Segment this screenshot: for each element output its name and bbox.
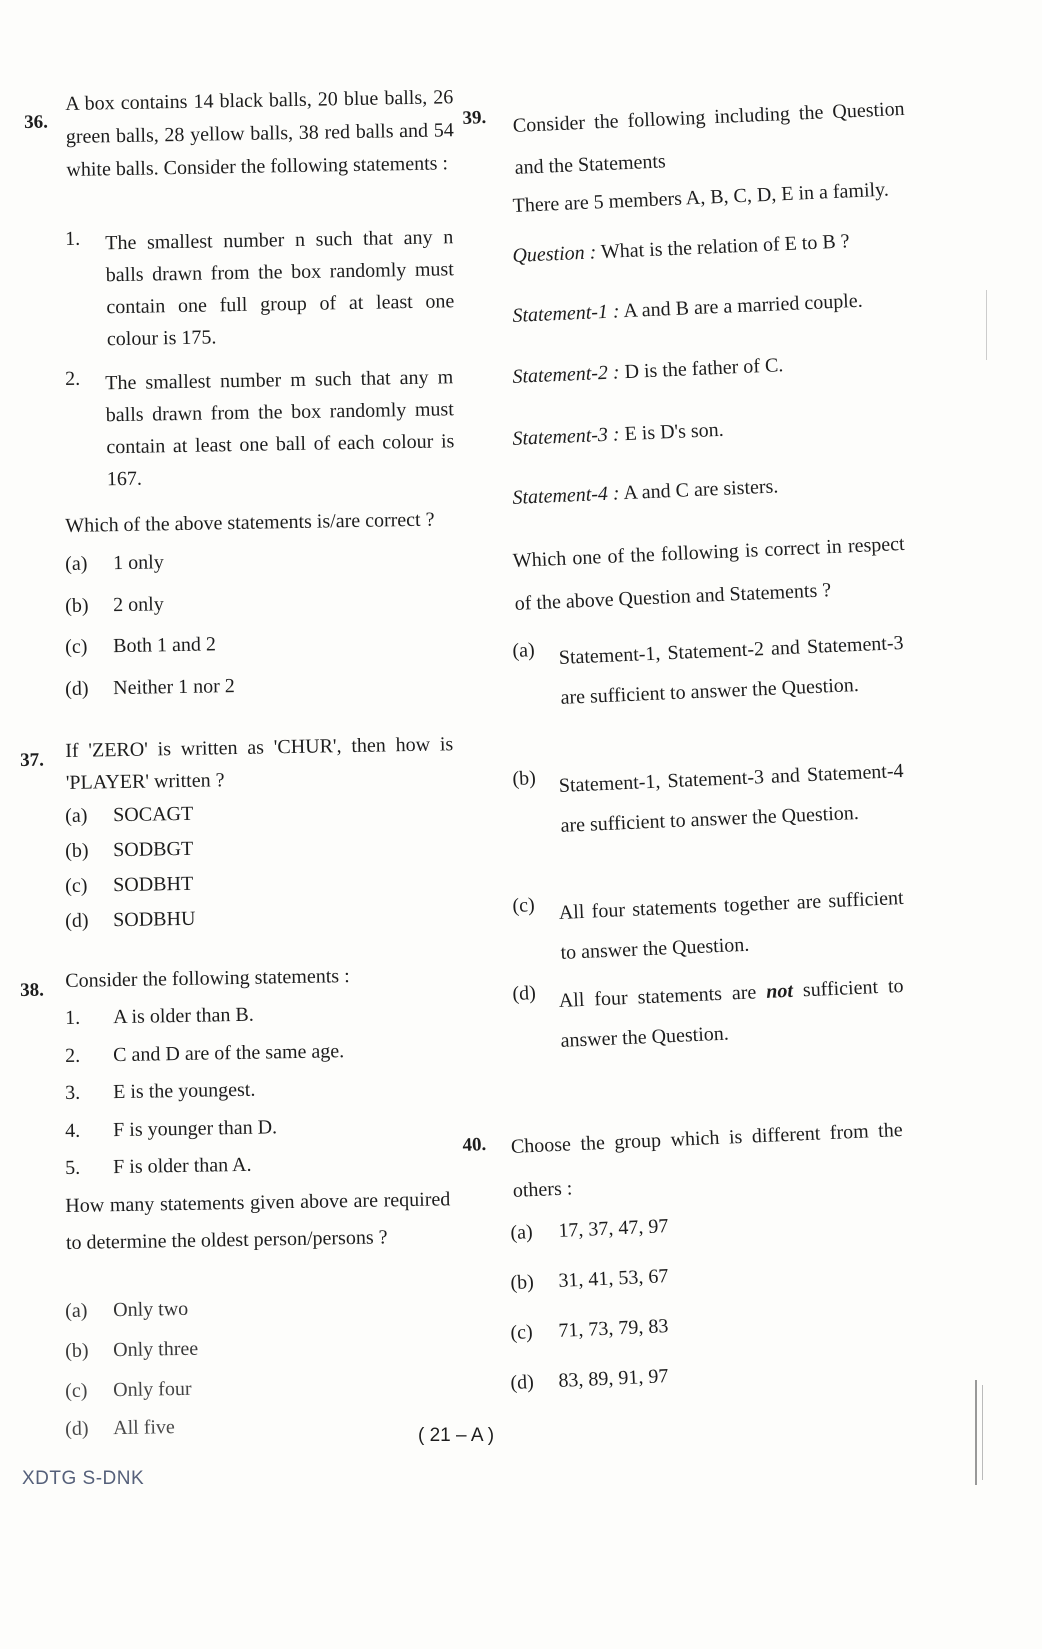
statement-number: 5. [65,1156,81,1179]
option-text-start: All four statements are [558,981,757,1012]
statement-text: E is the youngest. [112,1078,256,1104]
question-37-number: 37. [20,749,45,771]
statement-number: 1. [65,227,81,250]
question-38-option-d[interactable] [65,1416,175,1441]
option-text: Only three [112,1337,199,1362]
option-label: (c) [65,635,88,658]
statement-label: Statement-4 : [512,482,621,509]
option-label: (b) [65,594,89,617]
option-label: (c) [512,894,536,917]
option-text: All four statements together are sufficient to answer the Question. [558,886,904,964]
question-36-number: 36. [24,111,49,133]
question-39-question [512,230,850,268]
option-label: (a) [510,1221,534,1244]
scan-edge-line [986,290,987,360]
question-38-prompt: How many statements given above are required to determine the oldest person/persons ? [65,1188,451,1254]
option-label: (b) [65,1339,89,1362]
question-39-prompt: Which one of the following is correct in respect of the above Question and Statements ? [512,532,906,615]
question-38-statement-5 [65,1154,252,1180]
option-text: Statement-1, Statement-2 and Statement-3 are sufficient to answer the Question. [558,631,904,709]
question-37-option-b[interactable] [65,838,193,863]
question-40-option-c[interactable] [510,1315,669,1345]
option-text: 83, 89, 91, 97 [557,1365,669,1392]
option-label: (c) [65,874,88,897]
question-40-number: 40. [462,1133,487,1156]
option-label: (d) [512,981,537,1005]
question-37-option-a[interactable] [65,803,193,828]
scan-edge-line [982,1385,983,1480]
question-39-statement-4 [512,475,779,510]
question-39-text: Consider the following including the Question and the Statements [512,97,906,179]
statement-text: F is younger than D. [112,1116,278,1142]
statement-label: Statement-2 : [512,361,621,388]
option-text: 1 only [112,551,164,575]
statement-number: 2. [65,1044,81,1067]
question-38-option-a[interactable] [65,1298,188,1323]
option-label: (a) [65,804,88,827]
question-36-option-a[interactable] [65,551,164,576]
question-39-context: There are 5 members A, B, C, D, E in a family. [512,178,890,217]
statement-text: E is D's son. [624,418,725,446]
option-label: (d) [510,1370,535,1394]
statement-number: 1. [65,1006,81,1029]
question-40-text: Choose the group which is different from the others : [510,1118,904,1202]
question-36-prompt: Which of the above statements is/are correct ? [65,508,435,537]
statement-text: The smallest number m such that any m balls drawn from the box randomly must contain at least one ball of each colour is 167. [105,366,455,491]
question-40-option-d[interactable] [510,1365,669,1395]
option-label: (b) [65,839,89,862]
question-39-statement-2 [512,354,784,389]
statement-text: F is older than A. [112,1153,252,1179]
question-37-option-d[interactable] [65,908,196,933]
option-text: Statement-1, Statement-3 and Statement-4 are sufficient to answer the Question. [558,759,904,837]
option-label: (d) [65,1417,89,1440]
question-39-statement-1 [512,290,863,328]
question-36-option-c[interactable] [65,633,216,659]
statement-label: Statement-3 : [512,423,621,450]
option-text [558,966,906,1061]
statement-text: A and B are a married couple. [622,289,864,323]
option-text: 71, 73, 79, 83 [557,1315,669,1342]
option-label: (d) [65,909,89,932]
option-text: 31, 41, 53, 67 [557,1265,669,1292]
option-text: SODBHU [112,907,196,932]
option-text: Only four [112,1377,192,1402]
option-text: SODBHT [112,872,194,897]
option-label: (d) [65,677,89,700]
question-38-statement-3 [65,1079,256,1105]
question-37-text: If 'ZERO' is written as 'CHUR', then how is 'PLAYER' written ? [65,733,454,794]
question-39-number: 39. [462,106,487,129]
option-label: (a) [65,552,88,575]
question-36-option-d[interactable] [65,675,235,701]
statement-text: The smallest number n such that any n balls drawn from the box randomly must contain one full group of at least one colour is 175. [105,226,455,351]
statement-text: D is the father of C. [624,354,784,384]
question-38-statement-1 [65,1004,254,1030]
scan-edge-line [975,1380,977,1485]
option-emphasis: not [765,979,794,1003]
option-label: (c) [65,1379,88,1402]
question-38-statement-2 [65,1040,344,1068]
option-text: Neither 1 nor 2 [112,675,235,700]
statement-label: Statement-1 : [512,300,621,327]
page-number: ( 21 – A ) [418,1425,495,1446]
option-text: Both 1 and 2 [112,633,217,658]
option-text: SODBGT [112,837,194,862]
statement-number: 2. [65,367,81,390]
question-text: What is the relation of E to B ? [600,230,850,264]
statement-number: 3. [65,1081,81,1104]
question-38-text: Consider the following statements : [65,965,350,992]
statement-text: A and C are sisters. [622,475,779,505]
question-label: Question : [512,241,597,267]
statement-number: 4. [65,1119,81,1142]
option-label: (b) [512,766,537,790]
question-39-statement-3 [512,419,724,451]
booklet-code: XDTG S-DNK [22,1468,145,1489]
option-label: (b) [510,1270,535,1294]
statement-text: C and D are of the same age. [112,1040,345,1067]
option-label: (a) [512,639,536,662]
option-text: 2 only [112,593,164,617]
question-36-option-b[interactable] [65,593,164,618]
option-label: (a) [65,1299,88,1322]
question-40-option-a[interactable] [510,1215,669,1245]
option-text: Only two [112,1297,189,1322]
question-37-option-c[interactable] [65,873,193,898]
option-text: SOCAGT [112,802,194,827]
question-40-option-b[interactable] [510,1265,669,1295]
question-36-text: A box contains 14 black balls, 20 blue balls, 26 green balls, 28 yellow balls, 38 red balls and 54 white balls. Consider the following statements : [65,86,454,181]
question-38-number: 38. [20,979,45,1001]
question-38-statement-4 [65,1116,277,1143]
option-text: All five [112,1416,176,1440]
option-label: (c) [510,1321,534,1344]
option-text: 17, 37, 47, 97 [557,1215,669,1242]
option-text-end: sufficient to answer the Question. [560,974,904,1052]
statement-text: A is older than B. [112,1003,254,1029]
question-38-option-b[interactable] [65,1338,198,1363]
question-38-option-c[interactable] [65,1378,192,1403]
